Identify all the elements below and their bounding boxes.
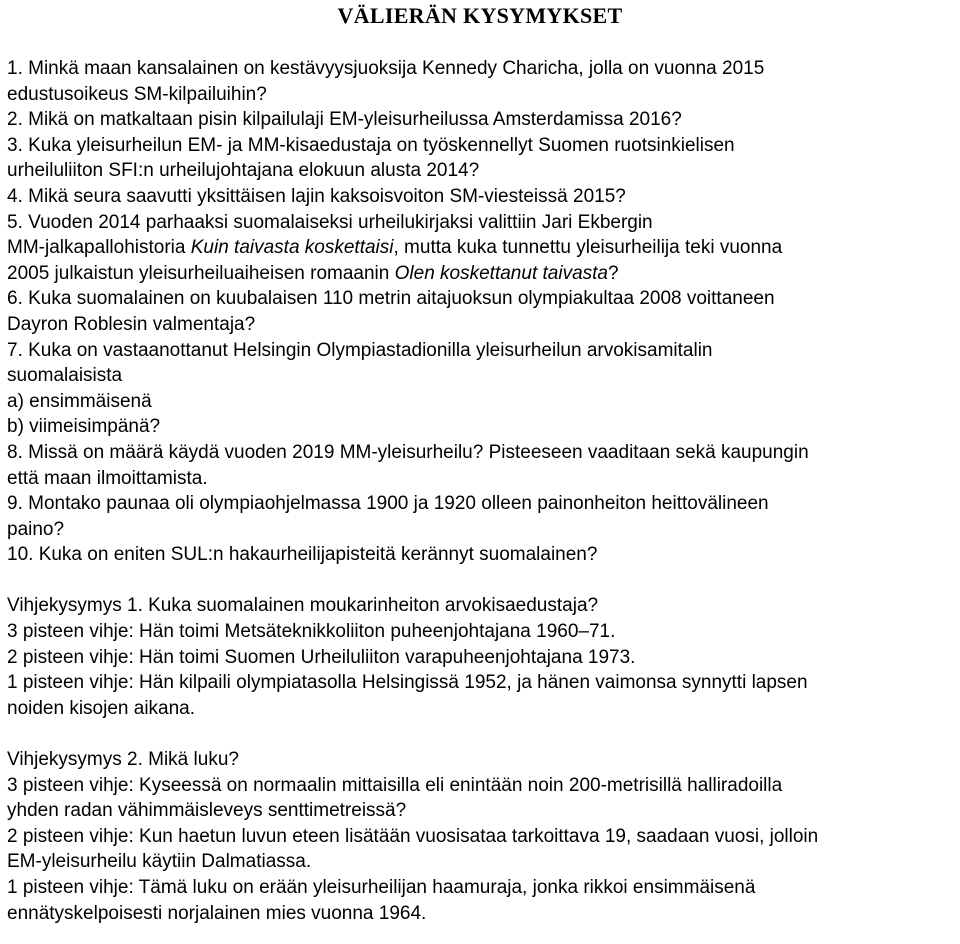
question-7-line-1: 7. Kuka on vastaanottanut Helsingin Olympiastadionilla yleisurheilun arvokisamitalin <box>7 339 713 361</box>
question-9-line-1: 9. Montako paunaa oli olympiaohjelmassa 1900 ja 1920 olleen painonheiton heittovälineen <box>7 493 769 515</box>
question-6-line-2: Dayron Roblesin valmentaja? <box>7 313 256 335</box>
question-7-line-3: a) ensimmäisenä <box>7 390 152 412</box>
page-title: VÄLIERÄN KYSYMYKSET <box>337 3 623 28</box>
hint-2-clue-1-point-line-2: ennätyskelpoisesti norjalainen mies vuonna 1964. <box>7 902 427 924</box>
hint-2-clue-3-points-line-2: yhden radan vähimmäisleveys senttimetreissä? <box>7 800 407 822</box>
hint-1-clue-2-points: 2 pisteen vihje: Hän toimi Suomen Urheiluliiton varapuheenjohtajana 1973. <box>7 646 636 668</box>
question-5-line-3 <box>7 261 957 287</box>
question-6-line-1: 6. Kuka suomalainen on kuubalaisen 110 metrin aitajuoksun olympiakultaa 2008 voittaneen <box>7 288 775 310</box>
q5-l2-text-b: , mutta kuka tunnettu yleisurheilija teki vuonna <box>393 237 783 259</box>
question-9-line-2: paino? <box>7 518 65 540</box>
question-5-line-2 <box>7 235 957 261</box>
question-1-line-1: 1. Minkä maan kansalainen on kestävyysjuoksija Kennedy Charicha, jolla on vuonna 2015 <box>7 58 765 79</box>
question-4-line-1: 4. Mikä seura saavutti yksittäisen lajin kaksoisvoiton SM-viesteissä 2015? <box>7 185 626 207</box>
question-7-line-2: suomalaisista <box>7 365 123 387</box>
question-1-line-2: edustusoikeus SM-kilpailuihin? <box>7 83 267 105</box>
book-title-italic: Kuin taivasta koskettaisi <box>190 237 394 259</box>
hint-question-2-title: Vihjekysymys 2. Mikä luku? <box>7 749 239 771</box>
question-5-line-1: 5. Vuoden 2014 parhaaksi suomalaiseksi urheilukirjaksi valittiin Jari Ekbergin <box>7 211 653 233</box>
question-7-line-4: b) viimeisimpänä? <box>7 416 161 438</box>
hint-2-clue-2-points-line-1: 2 pisteen vihje: Kun haetun luvun eteen lisätään vuosisataa tarkoittava 19, saadaan vuosi, jolloin <box>7 825 819 847</box>
spacer <box>7 568 957 594</box>
hint-question-1-title: Vihjekysymys 1. Kuka suomalainen moukarinheiton arvokisaedustaja? <box>7 595 599 617</box>
question-8-line-2: että maan ilmoittamista. <box>7 467 208 489</box>
hint-1-clue-1-point-line-2: noiden kisojen aikana. <box>7 697 196 719</box>
question-3-line-2: urheiluliiton SFI:n urheilujohtajana elokuun alusta 2014? <box>7 160 480 182</box>
q5-l2-text-a: MM-jalkapallohistoria <box>7 237 191 259</box>
q5-l3-text-a: 2005 julkaistun yleisurheiluaiheisen romaanin <box>7 262 395 284</box>
question-10-line-1: 10. Kuka on eniten SUL:n hakaurheilijapisteitä kerännyt suomalainen? <box>7 544 598 566</box>
question-2-line-1: 2. Mikä on matkaltaan pisin kilpailulaji EM-yleisurheilussa Amsterdamissa 2016? <box>7 109 682 131</box>
hint-2-clue-3-points-line-1: 3 pisteen vihje: Kyseessä on normaalin mittaisilla eli enintään noin 200-metrisillä halliradoilla <box>7 774 783 796</box>
hint-2-clue-1-point-line-1: 1 pisteen vihje: Tämä luku on erään yleisurheilijan haamuraja, jonka rikkoi ensimmäisenä <box>7 877 756 898</box>
hint-1-clue-1-point-line-1: 1 pisteen vihje: Hän kilpaili olympiatasolla Helsingissä 1952, ja hänen vaimonsa synnytti lapsen <box>7 672 808 694</box>
q5-l3-text-b: ? <box>607 262 619 284</box>
question-3-line-1: 3. Kuka yleisurheilun EM- ja MM-kisaedustaja on työskennellyt Suomen ruotsinkielisen <box>7 134 735 156</box>
novel-title-italic: Olen koskettanut taivasta <box>394 262 608 284</box>
spacer <box>7 721 957 747</box>
hint-1-clue-3-points: 3 pisteen vihje: Hän toimi Metsäteknikkoliiton puheenjohtajana 1960–71. <box>7 621 616 643</box>
question-8-line-1: 8. Missä on määrä käydä vuoden 2019 MM-yleisurheilu? Pisteeseen vaaditaan sekä kaupungin <box>7 441 809 463</box>
hint-2-clue-2-points-line-2: EM-yleisurheilu käytiin Dalmatiassa. <box>7 851 312 873</box>
document-body <box>7 56 957 926</box>
